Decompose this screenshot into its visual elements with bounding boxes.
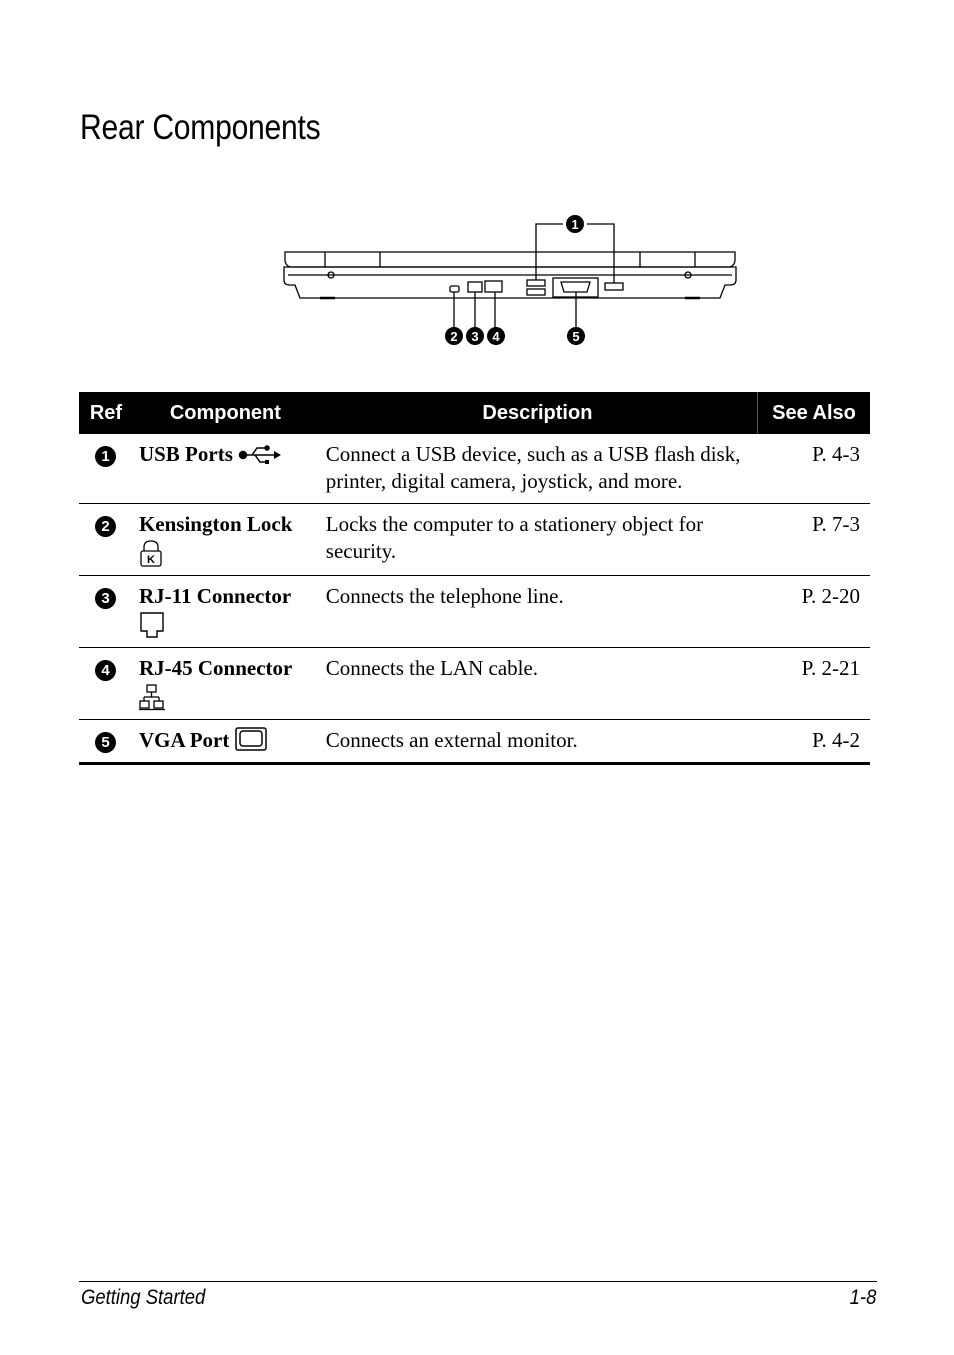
page-title: Rear Components (80, 108, 321, 147)
callout-5 (567, 327, 585, 345)
component-description: Connects an external monitor. (318, 720, 758, 764)
rear-view-diagram (270, 205, 750, 355)
svg-text:2: 2 (450, 329, 458, 344)
footer-page-number: 1-8 (849, 1286, 876, 1309)
component-description: Connects the LAN cable. (318, 648, 758, 720)
kensington-lock-icon (139, 539, 163, 567)
component-name: RJ-45 Connector (138, 656, 293, 680)
monitor-icon (235, 727, 267, 751)
svg-text:4: 4 (492, 329, 500, 344)
network-icon (139, 683, 165, 711)
footer-section: Getting Started (81, 1286, 206, 1309)
table-header-row (79, 392, 870, 434)
callout-4 (487, 327, 505, 345)
table-row (79, 648, 870, 720)
ref-badge: 4 (95, 660, 116, 681)
component-description: Connects the telephone line. (318, 576, 758, 648)
header-see-also: See Also (758, 392, 870, 434)
callout-3 (466, 327, 484, 345)
component-name: USB Ports (138, 442, 233, 466)
component-description: Locks the computer to a stationery object for security. (318, 504, 758, 576)
see-also-page: P. 2-20 (758, 576, 870, 648)
ref-badge: 1 (95, 446, 116, 467)
components-table (79, 392, 870, 765)
header-component: Component (133, 392, 318, 434)
ref-badge: 2 (95, 516, 116, 537)
component-name: RJ-11 Connector (138, 584, 292, 608)
table-row (79, 720, 870, 764)
svg-text:5: 5 (572, 329, 580, 344)
table-row (79, 434, 870, 504)
header-ref: Ref (79, 392, 133, 434)
footer-divider (79, 1281, 877, 1282)
callout-2 (445, 327, 463, 345)
svg-text:K: K (146, 554, 155, 566)
usb-icon (238, 445, 282, 465)
component-name: Kensington Lock (138, 512, 293, 536)
header-description: Description (318, 392, 758, 434)
phone-jack-icon (139, 611, 165, 639)
see-also-page: P. 4-3 (758, 434, 870, 504)
see-also-page: P. 7-3 (758, 504, 870, 576)
see-also-page: P. 2-21 (758, 648, 870, 720)
ref-badge: 3 (95, 588, 116, 609)
svg-text:3: 3 (471, 329, 479, 344)
svg-text:1: 1 (571, 217, 579, 232)
component-name: VGA Port (138, 728, 230, 752)
component-description: Connect a USB device, such as a USB flash disk, printer, digital camera, joystick, and more. (318, 434, 758, 504)
callout-1 (566, 215, 584, 233)
table-row (79, 576, 870, 648)
table-row (79, 504, 870, 576)
ref-badge: 5 (95, 732, 116, 753)
see-also-page: P. 4-2 (758, 720, 870, 764)
